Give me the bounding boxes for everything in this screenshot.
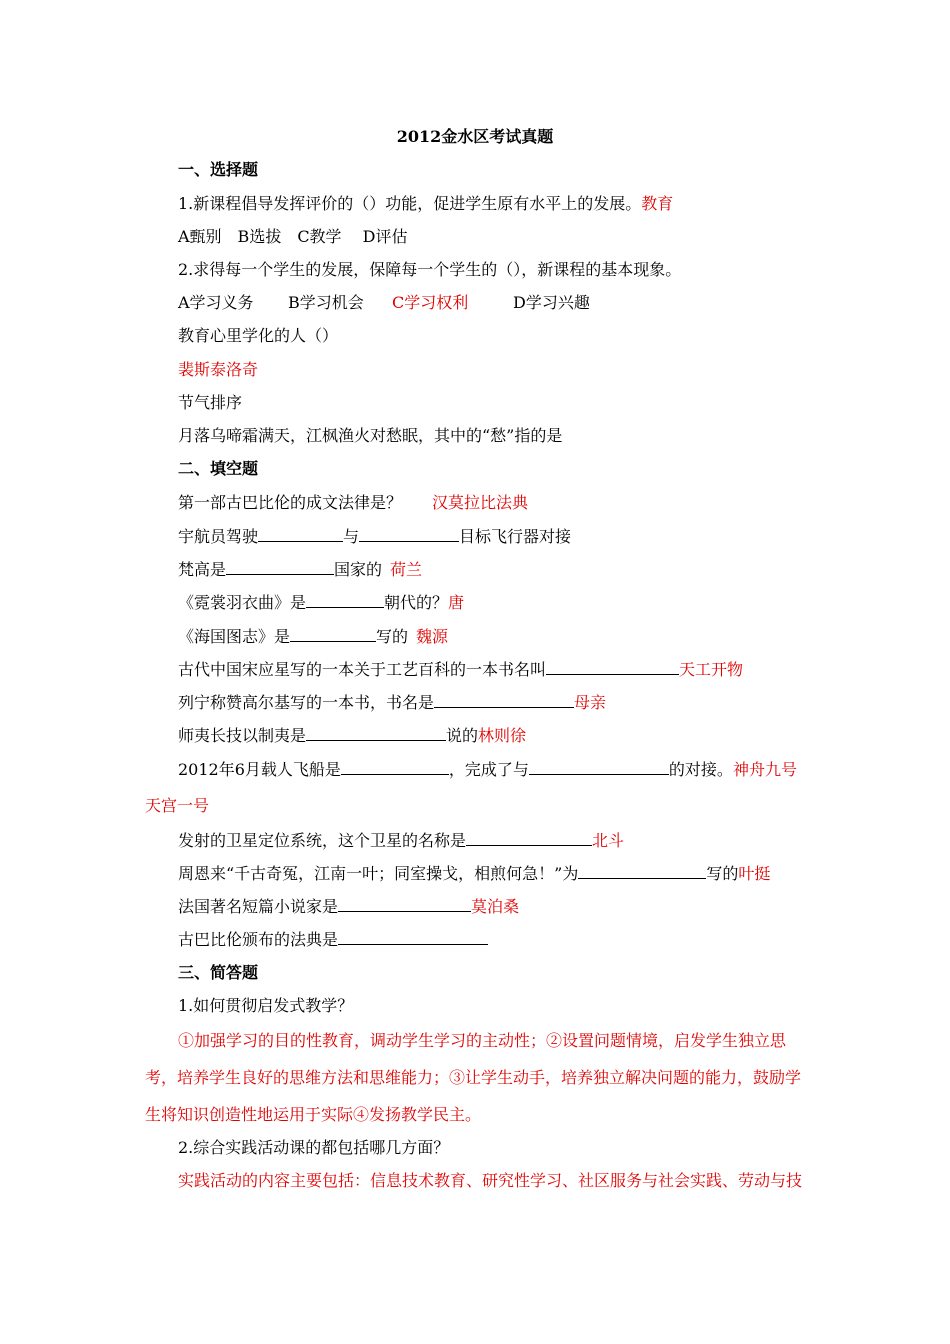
fill-1: [178, 493, 528, 513]
fill-text: 第一部古巴比伦的成文法律是？: [178, 493, 403, 512]
fill-text: 《霓裳羽衣曲》是: [178, 593, 307, 612]
blank-line: [306, 592, 384, 608]
question-2: 2.求得每一个学生的发展，保障每一个学生的（），新课程的基本现象。: [178, 260, 682, 279]
blank-line: [466, 830, 592, 846]
fill-text: 梵高是: [178, 560, 227, 579]
fill-9: [178, 759, 797, 780]
short-answer-2: 实践活动的内容主要包括：信息技术教育、研究性学习、社区服务与社会实践、劳动与技: [178, 1171, 803, 1190]
question-4: 节气排序: [178, 393, 243, 412]
question-2-option-b: B学习机会: [288, 293, 364, 312]
question-5: 月落乌啼霜满天，江枫渔火对愁眠，其中的“愁”指的是: [178, 426, 563, 445]
question-3: 教育心里学化的人（）: [178, 326, 339, 345]
fill-text: 朝代的？: [384, 593, 449, 612]
answer: 天工开物: [679, 660, 744, 679]
fill-text: 古巴比伦颁布的法典是: [178, 930, 339, 949]
section-heading-short-answer: 三、简答题: [178, 963, 259, 982]
fill-text: 写的: [706, 864, 739, 883]
fill-text: 与: [343, 527, 360, 546]
fill-text: 的对接。: [668, 760, 733, 779]
fill-2: [178, 526, 571, 547]
fill-text: 宇航员驾驶: [178, 527, 259, 546]
blank-line: [338, 896, 471, 912]
fill-5: [178, 626, 448, 647]
fill-12: [178, 896, 519, 917]
fill-text: 国家的: [334, 560, 383, 579]
fill-text: ，完成了与: [448, 760, 529, 779]
question-3-answer: 裴斯泰洛奇: [178, 360, 259, 379]
fill-11: [178, 863, 770, 884]
blank-line: [306, 725, 446, 741]
question-1: [178, 194, 673, 214]
fill-text: 法国著名短篇小说家是: [178, 897, 339, 916]
answer: 莫泊桑: [471, 897, 520, 916]
fill-9-answer-2: 天宫一号: [145, 796, 210, 815]
answer: 神舟九号: [732, 760, 797, 779]
page-title: 2012金水区考试真题: [396, 127, 554, 146]
blank-line: [338, 929, 488, 945]
blank-line: [546, 659, 679, 675]
blank-line: [578, 863, 706, 879]
short-question-2: 2.综合实践活动课的都包括哪几方面？: [178, 1138, 450, 1157]
section-heading-choice: 一、选择题: [178, 160, 259, 179]
blank-line: [434, 692, 574, 708]
answer: 叶挺: [738, 864, 771, 883]
fill-text: 列宁称赞高尔基写的一本书，书名是: [178, 693, 435, 712]
fill-text: 古代中国宋应星写的一本关于工艺百科的一本书名叫: [178, 660, 547, 679]
fill-7: [178, 692, 606, 713]
blank-line: [290, 626, 376, 642]
answer: 教育: [641, 194, 674, 213]
fill-text: 2012年6月载人飞船是: [178, 760, 341, 779]
answer: 汉莫拉比法典: [432, 493, 529, 512]
fill-text: 《海国图志》是: [178, 627, 291, 646]
fill-8: [178, 725, 526, 746]
blank-line: [529, 759, 669, 775]
question-1-options: A甄别 B选拔 C教学 D评估: [178, 227, 408, 246]
short-question-1: 1.如何贯彻启发式教学？: [178, 996, 354, 1015]
fill-text: 发射的卫星定位系统，这个卫星的名称是: [178, 831, 467, 850]
fill-3: [178, 559, 422, 580]
fill-text: 说的: [446, 726, 479, 745]
short-answer-1: ①加强学习的目的性教育，调动学生学习的主动性；②设置问题情境，启发学生独立思考，培养学生良好的思维方法和思维能力；③让学生动手，培养独立解决问题的能力，鼓励学生将知识创造性地运用于实际④发扬教学民主。: [145, 1031, 802, 1124]
question-2-option-a: A学习义务: [178, 293, 254, 312]
blank-line: [226, 559, 334, 575]
question-2-option-c-answer: C学习权利: [392, 293, 469, 312]
fill-text: 周恩来“千古奇冤，江南一叶；同室操戈，相煎何急！”为: [178, 864, 579, 883]
blank-line: [359, 526, 459, 542]
section-heading-fill: 二、填空题: [178, 459, 259, 478]
answer: 母亲: [574, 693, 607, 712]
fill-text: 目标飞行器对接: [459, 527, 572, 546]
fill-text: 写的: [376, 627, 409, 646]
answer: 魏源: [416, 627, 449, 646]
fill-10: [178, 830, 624, 851]
fill-4: [178, 592, 464, 613]
question-text: 1.新课程倡导发挥评价的（）功能，促进学生原有水平上的发展。: [178, 194, 642, 213]
answer: 林则徐: [478, 726, 527, 745]
fill-13: [178, 929, 488, 950]
blank-line: [341, 759, 449, 775]
answer: 北斗: [592, 831, 625, 850]
answer: 荷兰: [390, 560, 423, 579]
question-2-option-d: D学习兴趣: [513, 293, 590, 312]
blank-line: [258, 526, 343, 542]
fill-text: 师夷长技以制夷是: [178, 726, 307, 745]
fill-6: [178, 659, 743, 680]
answer: 唐: [448, 593, 465, 612]
